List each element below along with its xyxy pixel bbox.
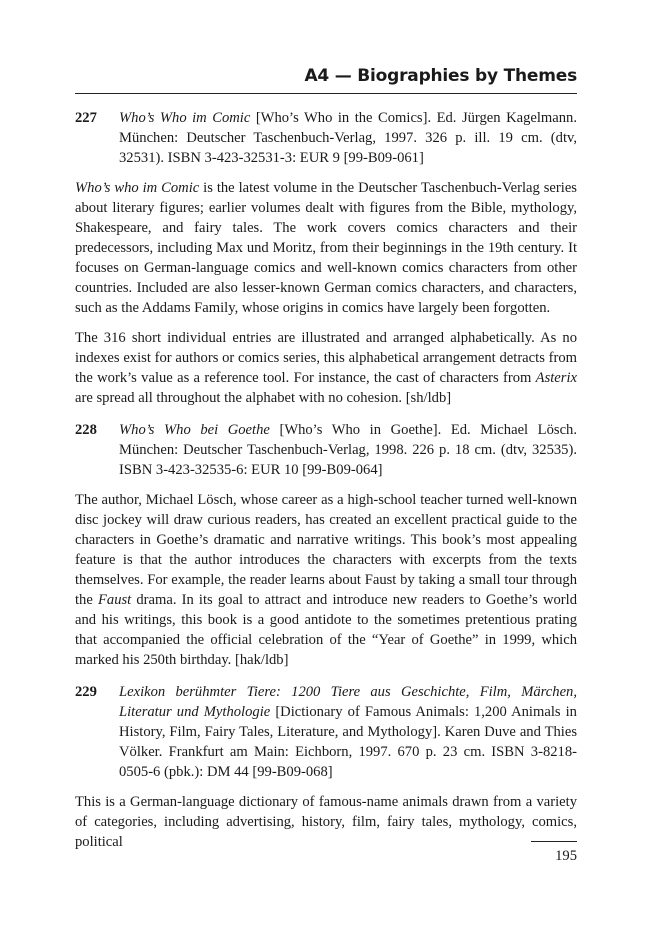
review-paragraph xyxy=(75,792,577,852)
entry-number: 229 xyxy=(75,684,97,700)
review-text: The 316 short individual entries are illustrated and arranged alphabetically. As no indexes exist for authors or comics series, this alphabetical arrangement detracts from the work’s value as a reference tool. For instance, the cast of characters from xyxy=(75,330,577,386)
review-text: is the latest volume in the Deutscher Taschenbuch-Verlag series about literary figures; earlier volumes dealt with figures from the Bible, mythology, Shakespeare, and fairy tales. The work covers comics characters and their predecessors, including Max und Moritz, from their beginnings in the 19th century. It focuses on German-language comics and well-known comics characters from other countries. Included are also lesser-known German comics characters, and characters, such as the Addams Family, whose origins in comics have largely been forgotten. xyxy=(75,180,577,316)
entry-citation: [Who’s Who in Goethe]. Ed. Michael Lösch. München: Deutscher Taschenbuch-Verlag, 1998. 226 p. 18 cm. (dtv, 32535). ISBN 3-423-32535-6: EUR 10 [99-B09-064] xyxy=(119,422,577,478)
review-paragraph xyxy=(75,178,577,318)
review-paragraph xyxy=(75,328,577,408)
page-number: 195 xyxy=(555,848,577,864)
review-italic: Faust xyxy=(97,592,132,608)
review-text: are spread all throughout the alphabet with no cohesion. [sh/ldb] xyxy=(75,390,452,406)
page-body xyxy=(75,108,577,862)
footer-rule xyxy=(531,841,577,842)
review-text: drama. In its goal to attract and introduce new readers to Goethe’s world and his writings, this book is a good antidote to the sometimes pretentious prating that accompanied the official celebration of the “Year of Goethe” in 1999, which marked his 250th birthday. [hak/ldb] xyxy=(75,592,577,668)
entry-number: 227 xyxy=(75,110,97,126)
entry-229 xyxy=(75,682,577,782)
entry-title: Lexikon berühmter Tiere: 1200 Tiere aus Geschichte, Film, Märchen, Literatur und Mythologie xyxy=(119,684,577,720)
review-paragraph xyxy=(75,490,577,670)
review-text: This is a German-language dictionary of famous-name animals drawn from a variety of categories, including advertising, history, film, fairy tales, mythology, comics, political xyxy=(75,794,577,850)
entry-citation: [Who’s Who in the Comics]. Ed. Jürgen Kagelmann. München: Deutscher Taschenbuch-Verlag, 1997. 326 p. ill. 19 cm. (dtv, 32531). ISBN 3-423-32531-3: EUR 9 [99-B09-061] xyxy=(119,110,577,166)
entry-number: 228 xyxy=(75,422,97,438)
review-text: The author, Michael Lösch, whose career as a high-school teacher turned well-known disc jockey will draw curious readers, has created an excellent practical guide to the characters in Goethe’s dramatic and narrative writings. This book’s most appealing feature is that the author introduces the characters with excerpts from the texts themselves. For example, the reader learns about Faust by taking a small tour through the xyxy=(75,492,577,608)
review-title: Who’s who im Comic xyxy=(75,180,200,196)
running-head: A4 — Biographies by Themes xyxy=(304,66,577,86)
entry-227 xyxy=(75,108,577,168)
review-italic: Asterix xyxy=(535,370,577,386)
entry-title: Who’s Who bei Goethe xyxy=(119,422,270,438)
entry-citation: [Dictionary of Famous Animals: 1,200 Animals in History, Film, Fairy Tales, Literature, and Mythology]. Karen Duve and Thies Völker. Frankfurt am Main: Eichborn, 1997. 670 p. 23 cm. ISBN 3-8218-0505-6 (pbk.): DM 44 [99-B09-068] xyxy=(119,704,577,780)
header-rule xyxy=(75,93,577,94)
entry-title: Who’s Who im Comic xyxy=(119,110,251,126)
entry-228 xyxy=(75,420,577,480)
